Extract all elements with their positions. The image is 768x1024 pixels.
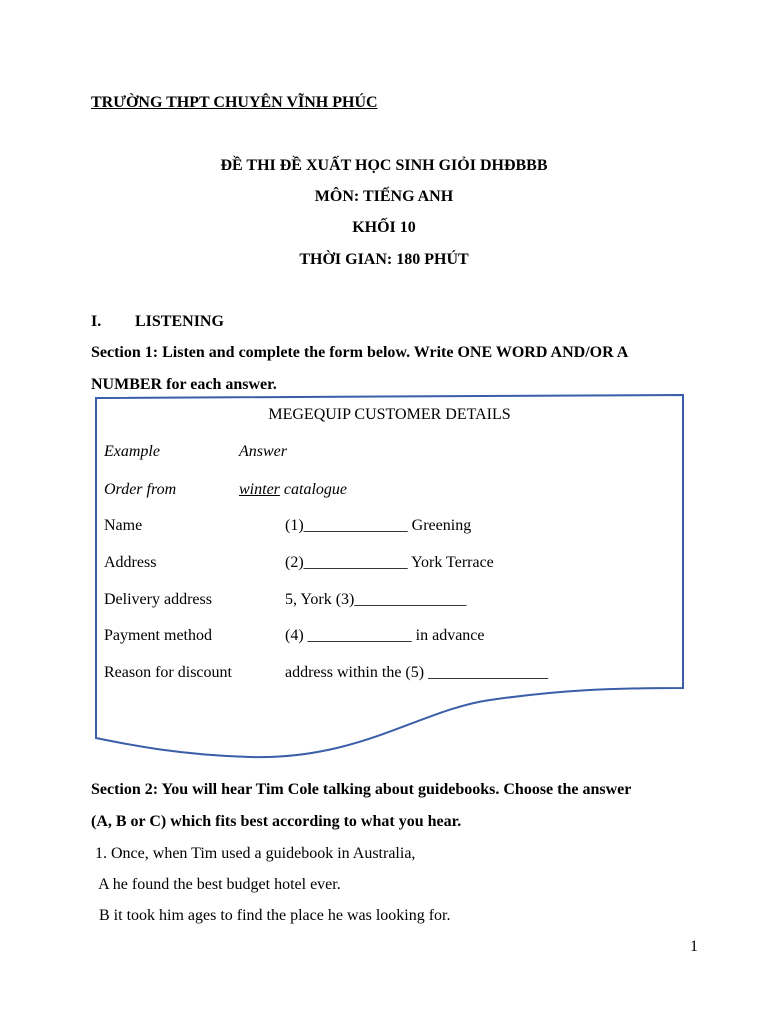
exam-subject: MÔN: TIẾNG ANH <box>314 188 454 205</box>
form-order-underlined: winter <box>239 481 280 498</box>
question-option-a: A he found the best budget hotel ever. <box>91 876 341 893</box>
form-example-label: Example <box>104 443 160 460</box>
form-row-value: 5, York (3)______________ <box>285 591 467 608</box>
form-title: MEGEQUIP CUSTOMER DETAILS <box>268 406 511 423</box>
form-order-rest: catalogue <box>279 481 347 498</box>
school-name: TRƯỜNG THPT CHUYÊN VĨNH PHÚC <box>91 94 378 111</box>
form-row-label: Name <box>104 517 143 534</box>
form-row-label: Reason for discount <box>104 664 232 681</box>
form-row-label: Delivery address <box>104 591 212 608</box>
section1-instruction-line2: NUMBER for each answer. <box>91 376 277 393</box>
exam-grade: KHỐI 10 <box>352 219 416 236</box>
form-row-label: Address <box>104 554 157 571</box>
form-border <box>96 395 683 757</box>
part-title: LISTENING <box>135 313 224 330</box>
form-example-answer: Answer <box>239 443 287 460</box>
form-row-value: (2)_____________ York Terrace <box>285 554 494 571</box>
form-row-value: address within the (5) _______________ <box>285 664 549 681</box>
form-row-label: Payment method <box>104 627 212 644</box>
part-number: I. <box>91 313 102 330</box>
exam-title: ĐỀ THI ĐỀ XUẤT HỌC SINH GIỎI DHĐBBB <box>220 157 548 174</box>
question-stem: 1. Once, when Tim used a guidebook in Australia, <box>91 845 416 862</box>
exam-duration: THỜI GIAN: 180 PHÚT <box>299 251 469 268</box>
section1-instruction-line1: Section 1: Listen and complete the form below. Write ONE WORD AND/OR A <box>91 344 629 361</box>
section2-instruction-line1: Section 2: You will hear Tim Cole talking about guidebooks. Choose the answer <box>91 781 632 798</box>
form-row-value: (1)_____________ Greening <box>285 517 472 534</box>
section2-instruction-line2: (A, B or C) which fits best according to what you hear. <box>91 813 462 830</box>
page-number: 1 <box>690 938 698 955</box>
form-order-value <box>239 481 347 499</box>
form-row-value: (4) _____________ in advance <box>285 627 485 644</box>
question-option-b: B it took him ages to find the place he was looking for. <box>91 907 451 924</box>
form-order-label: Order from <box>104 481 177 498</box>
